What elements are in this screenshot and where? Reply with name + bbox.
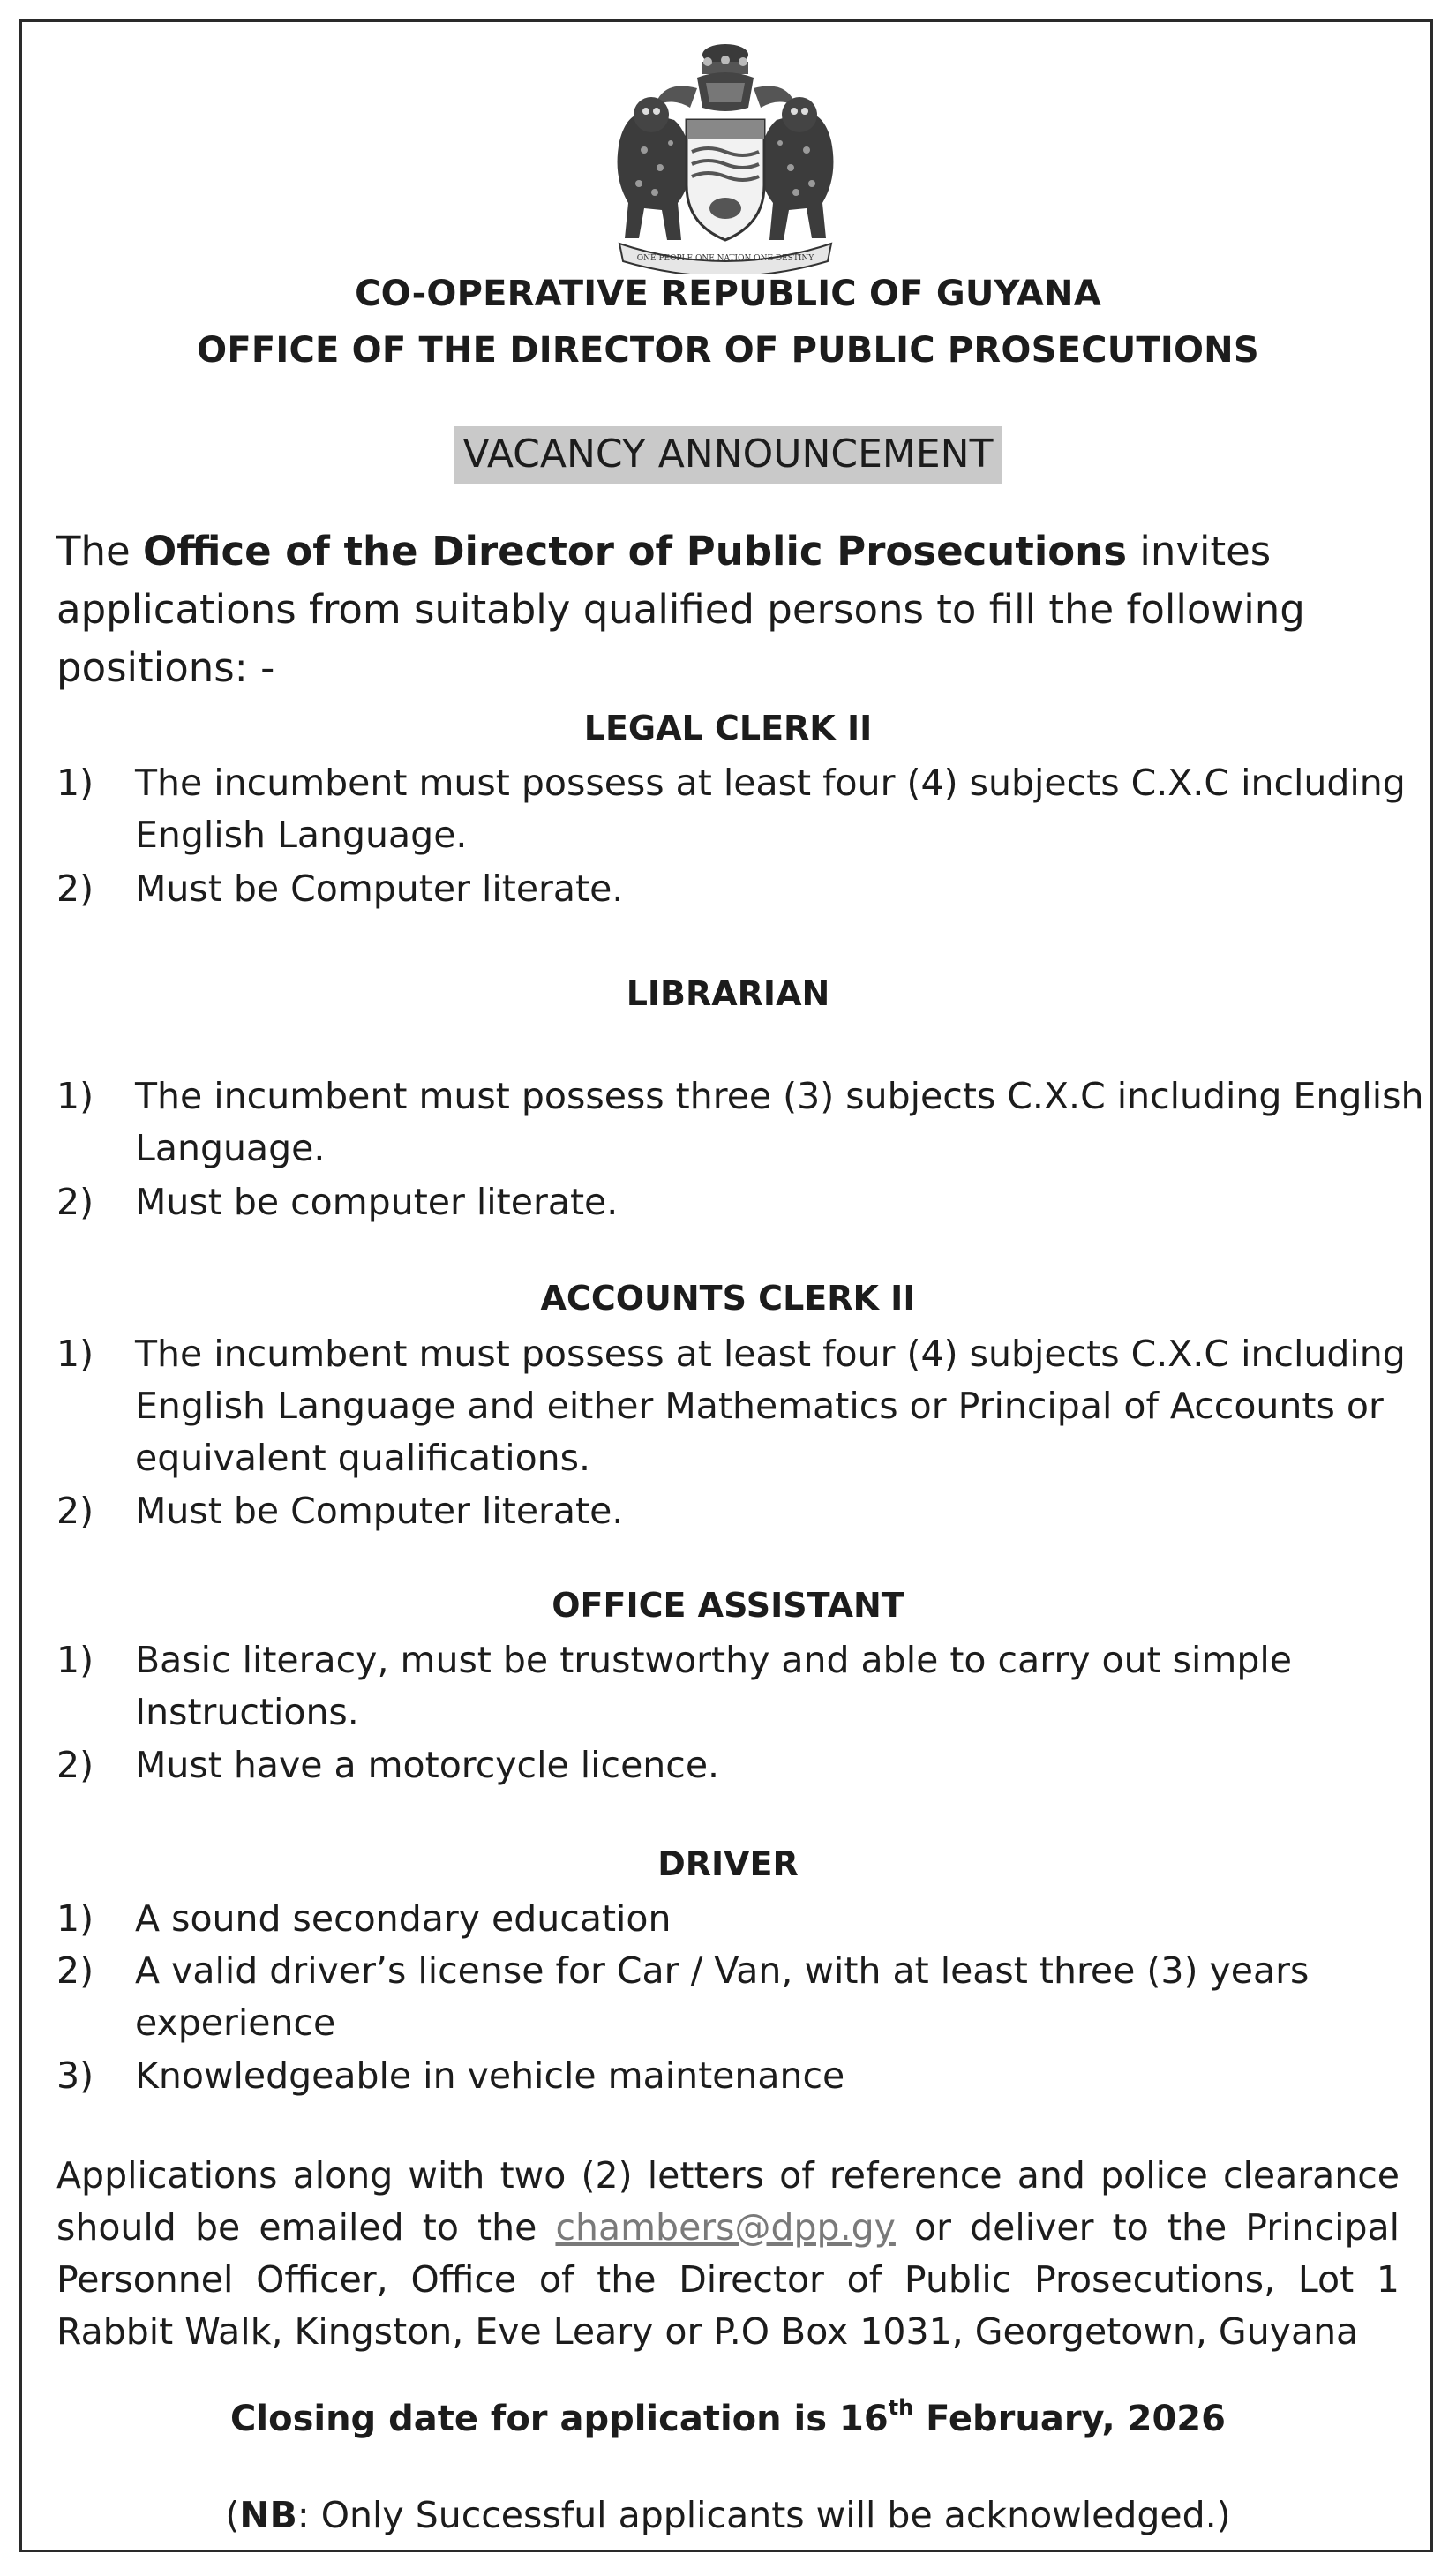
- item-number: 2): [56, 1744, 94, 1786]
- intro-pre: The: [56, 528, 143, 575]
- item-text: A sound secondary education: [135, 1897, 672, 1940]
- closing-post: February, 2026: [913, 2399, 1226, 2439]
- item-number: 3): [56, 2054, 94, 2097]
- item-text: Must be computer literate.: [135, 1181, 619, 1223]
- item-text: Basic literacy, must be trustworthy and able to carry out simple Instructions.: [135, 1639, 1292, 1733]
- item-text: Must be Computer literate.: [135, 867, 624, 910]
- coat-of-arms-emblem: [593, 35, 858, 274]
- position-title: ACCOUNTS CLERK II: [540, 1279, 916, 1318]
- header-office: OFFICE OF THE DIRECTOR OF PUBLIC PROSECUTIONS: [197, 330, 1259, 371]
- application-pre: Applications along with two (2) letters of reference and police clearance should be emailed to the: [56, 2154, 1400, 2249]
- item-number: 1): [56, 1897, 94, 1940]
- position-title: LIBRARIAN: [626, 974, 830, 1013]
- email-link[interactable]: chambers@dpp.gy: [555, 2206, 896, 2249]
- intro-post: invites applications from suitably qualified persons to fill the following positions: -: [56, 528, 1305, 691]
- item-number: 2): [56, 1949, 94, 1992]
- item-number: 2): [56, 1490, 94, 1532]
- item-text: The incumbent must possess at least four (4) subjects C.X.C including English Language.: [135, 762, 1406, 856]
- vacancy-heading-wrap: [0, 426, 1456, 484]
- nb-open: (: [225, 2494, 240, 2536]
- intro-paragraph: [56, 522, 1415, 697]
- closing-superscript: th: [888, 2395, 914, 2420]
- nb-label: NB: [239, 2494, 297, 2536]
- application-instructions: [56, 2150, 1400, 2358]
- position-title: DRIVER: [657, 1844, 799, 1883]
- header-country: CO-OPERATIVE REPUBLIC OF GUYANA: [355, 274, 1101, 314]
- item-text: The incumbent must possess three (3) subjects C.X.C including English Language.: [135, 1075, 1424, 1169]
- intro-office-name: Office of the Director of Public Prosecutions: [143, 528, 1128, 575]
- item-number: 2): [56, 867, 94, 910]
- svg-text:ONE PEOPLE ONE NATION ONE DEST: ONE PEOPLE ONE NATION ONE DESTINY: [636, 254, 814, 263]
- closing-date: [0, 2395, 1456, 2439]
- item-number: 1): [56, 1639, 94, 1681]
- item-number: 1): [56, 1075, 94, 1117]
- position-title: LEGAL CLERK II: [583, 709, 873, 747]
- closing-pre: Closing date for application is 16: [230, 2399, 889, 2439]
- position-title: OFFICE ASSISTANT: [552, 1586, 904, 1625]
- nb-note: [0, 2494, 1456, 2536]
- nb-text: : Only Successful applicants will be acknowledged.): [296, 2494, 1231, 2536]
- vacancy-heading: VACANCY ANNOUNCEMENT: [454, 426, 1002, 484]
- item-number: 1): [56, 762, 94, 804]
- item-number: 1): [56, 1333, 94, 1375]
- item-text: Must have a motorcycle licence.: [135, 1744, 720, 1786]
- item-text: Must be Computer literate.: [135, 1490, 624, 1532]
- item-text: Knowledgeable in vehicle maintenance: [135, 2054, 845, 2097]
- item-text: A valid driver’s license for Car / Van, with at least three (3) years experience: [135, 1949, 1310, 2044]
- item-text: The incumbent must possess at least four (4) subjects C.X.C including English Language and either Mathematics or Principal of Accounts or equivalent qualifications.: [135, 1333, 1406, 1479]
- item-number: 2): [56, 1181, 94, 1223]
- application-post: or deliver to the Principal Personnel Officer, Office of the Director of Public Prosecutions, Lot 1 Rabbit Walk, Kingston, Eve Leary or P.O Box 1031, Georgetown, Guyana: [56, 2206, 1400, 2353]
